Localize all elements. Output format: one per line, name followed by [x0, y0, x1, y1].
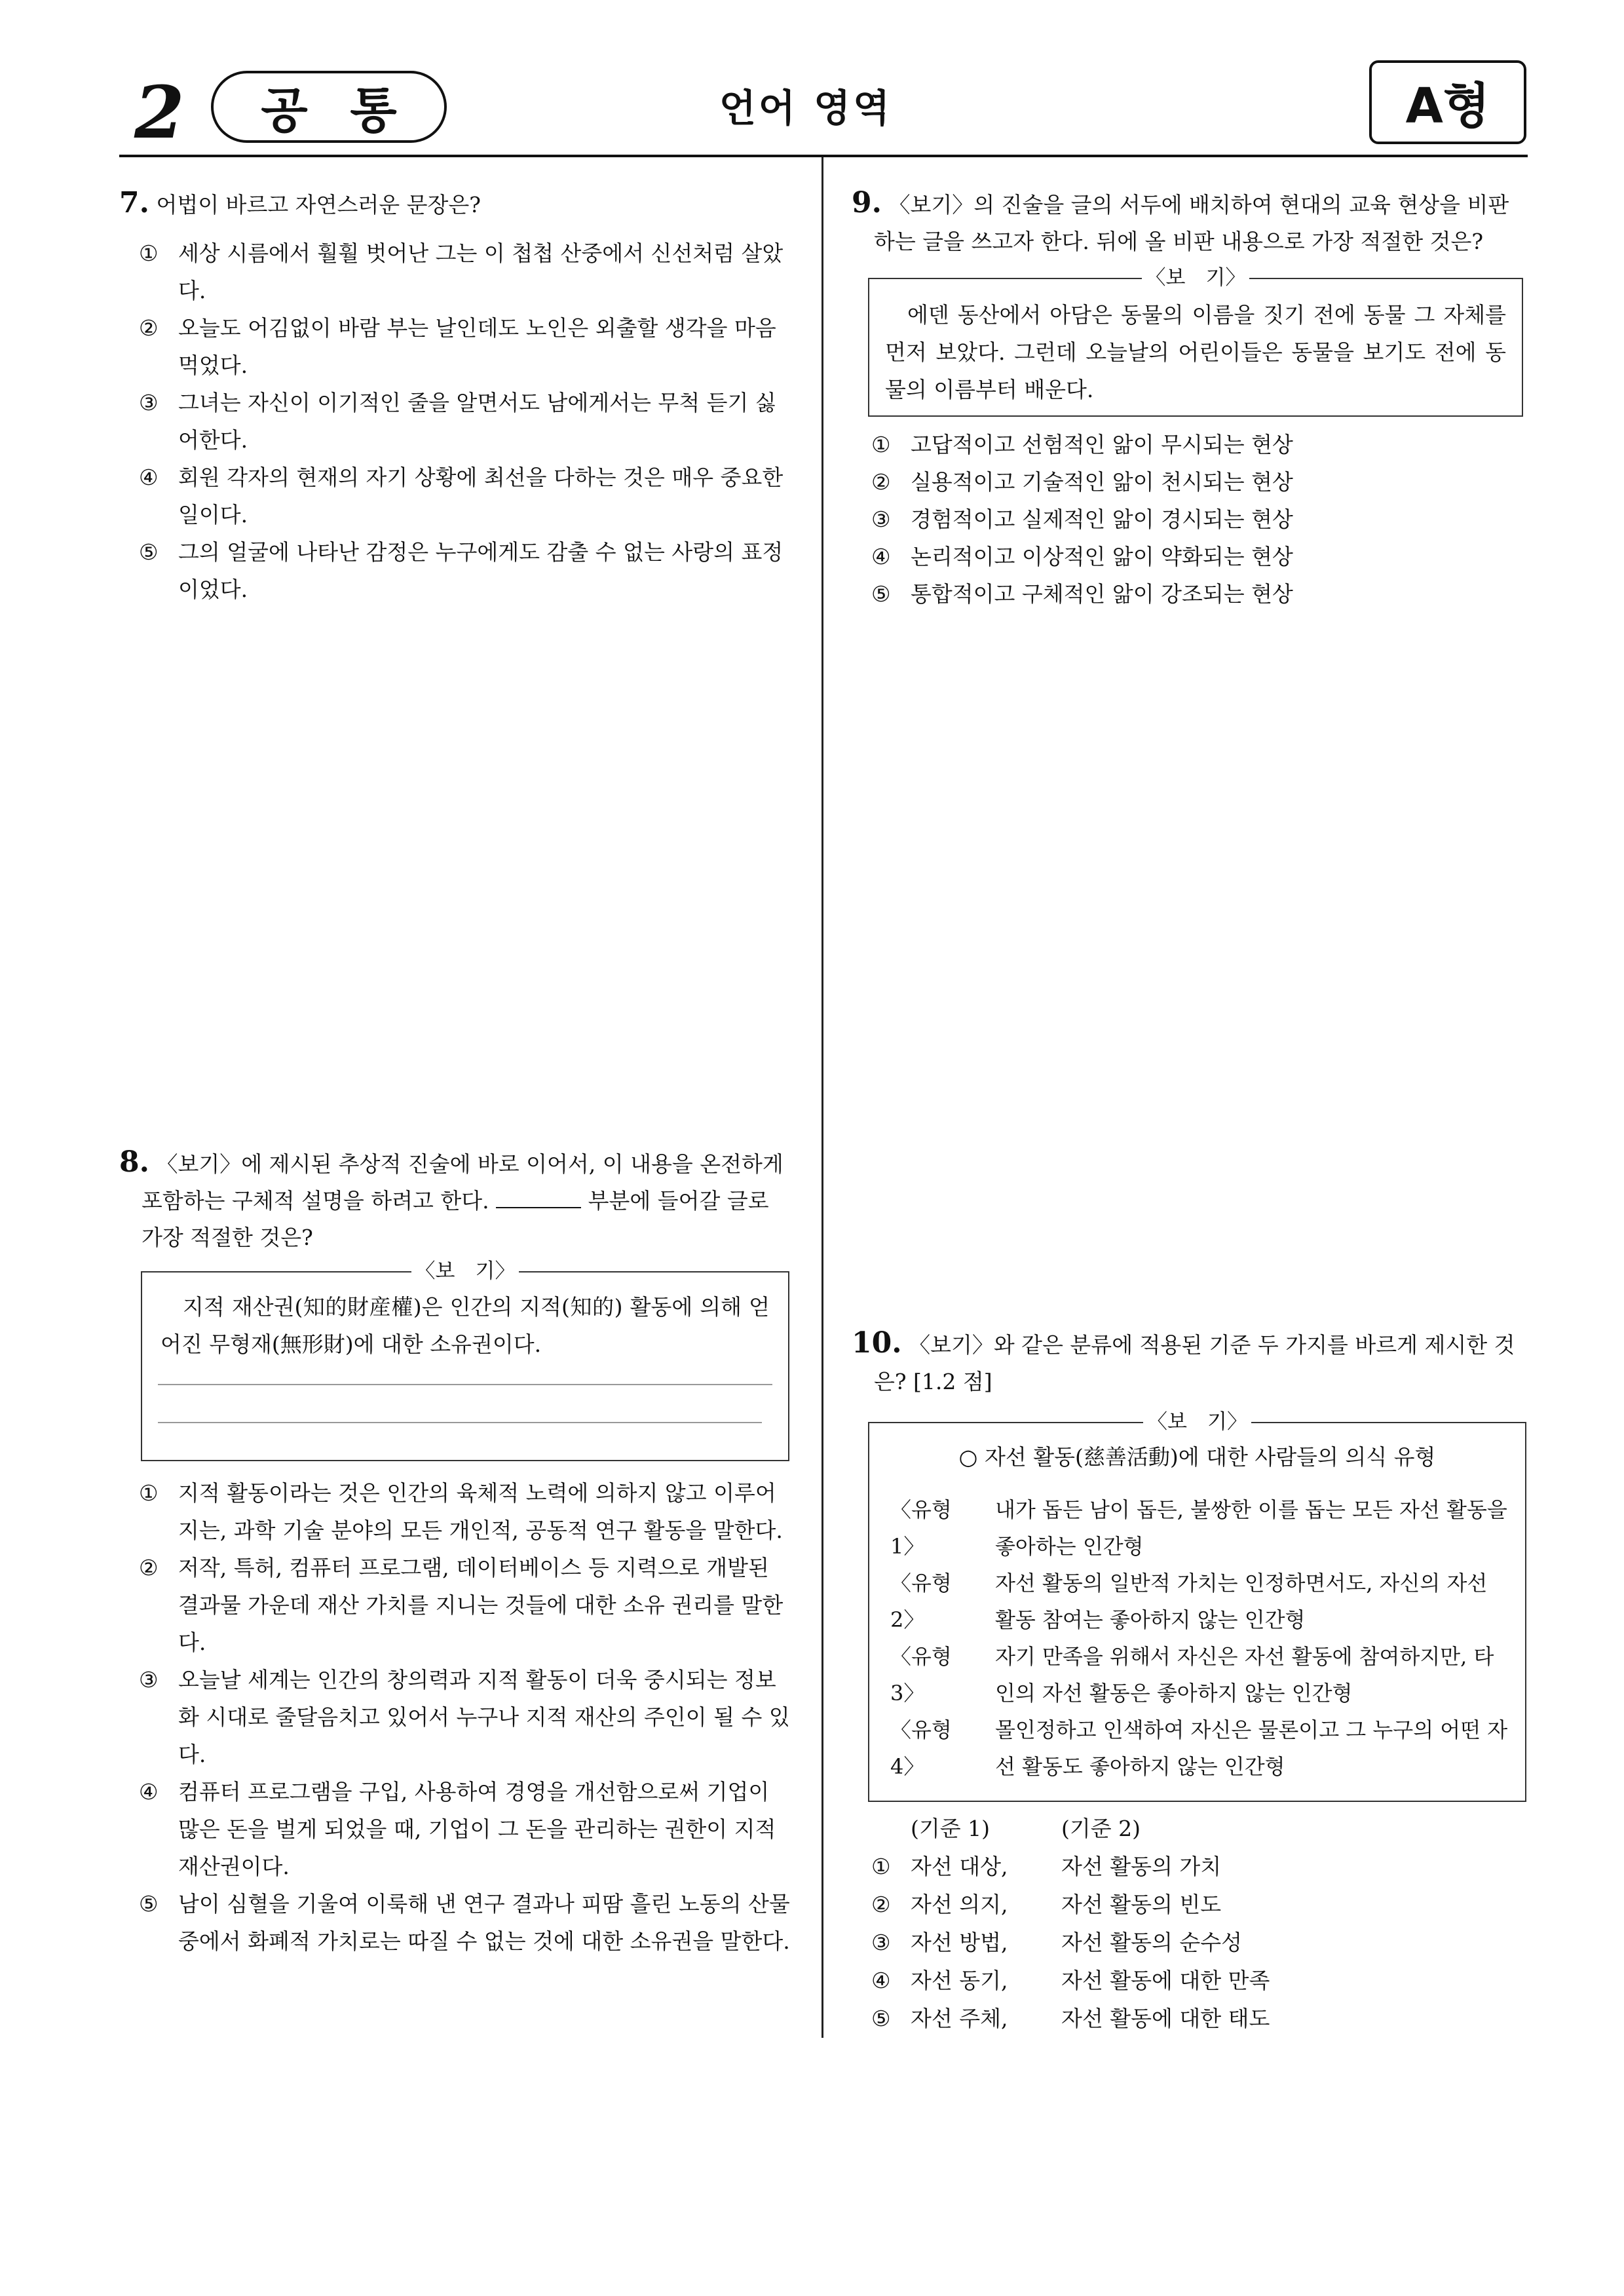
question-8 [119, 1144, 794, 1256]
option-marker: ① [871, 432, 891, 457]
q8-options [139, 1474, 794, 1960]
blank-line [158, 1384, 772, 1385]
option-text: 그녀는 자신이 이기적인 줄을 알면서도 남에게서는 무척 듣기 싫어한다. [178, 390, 776, 453]
option-text: 고답적이고 선험적인 앎이 무시되는 현상 [911, 432, 1293, 457]
option-text: 컴퓨터 프로그램을 구입, 사용하여 경영을 개선함으로써 기업이 많은 돈을 벌게 되었을 때, 기업이 그 돈을 관리하는 권한이 지적 재산권이다. [178, 1779, 776, 1879]
option-marker: ② [871, 469, 891, 495]
question-7 [119, 185, 801, 223]
option-2[interactable] [139, 309, 794, 384]
option-marker: ④ [871, 544, 891, 569]
section-label-left: 공 [261, 83, 308, 139]
answer-blank [496, 1187, 581, 1208]
bogi-title: 〈보 기〉 [1142, 266, 1250, 290]
question-number: 7. [119, 186, 149, 220]
type-text: 몰인정하고 인색하여 자신은 물론이고 그 누구의 어떤 자선 활동도 좋아하지 않는 인간형 [995, 1717, 1508, 1779]
option-3[interactable] [139, 1661, 794, 1773]
exam-type-box: A형 [1369, 60, 1526, 144]
option-3[interactable] [871, 1924, 1520, 1962]
option-5[interactable] [871, 575, 1520, 613]
option-text: 그의 얼굴에 나타난 감정은 누구에게도 감출 수 없는 사랑의 표정이었다. [178, 539, 784, 602]
option-text: 오늘도 어김없이 바람 부는 날인데도 노인은 외출할 생각을 마음먹었다. [178, 315, 776, 378]
type-item [890, 1638, 1511, 1712]
question-stem-tail: 부분에 들어갈 글로 가장 적절한 것은? [142, 1188, 769, 1250]
option-marker: ② [139, 315, 159, 341]
option-marker: ④ [139, 465, 159, 490]
option-text: 실용적이고 기술적인 앎이 천시되는 현상 [911, 469, 1293, 495]
option-marker: ③ [871, 1930, 891, 1955]
bogi-title: 〈보 기〉 [411, 1259, 519, 1283]
option-criterion-2: 자선 활동에 대한 만족 [1061, 1968, 1270, 1993]
option-marker: ⑤ [871, 2006, 891, 2031]
type-list [890, 1491, 1511, 1785]
option-marker: ① [139, 240, 159, 266]
q7-options [139, 235, 794, 608]
bogi-box [141, 1259, 789, 1461]
type-item [890, 1712, 1511, 1785]
option-1[interactable] [139, 1474, 794, 1549]
option-text: 통합적이고 구체적인 앎이 강조되는 현상 [911, 581, 1293, 607]
option-text: 경험적이고 실제적인 앎이 경시되는 현상 [911, 507, 1293, 532]
option-criterion-1: 자선 주체, [911, 2006, 1008, 2031]
option-3[interactable] [871, 501, 1520, 538]
option-criterion-1: 자선 의지, [911, 1892, 1008, 1917]
question-number: 8. [119, 1145, 149, 1179]
type-text: 자선 활동의 일반적 가치는 인정하면서도, 자신의 자선 활동 참여는 좋아하지 않는 인간형 [995, 1571, 1488, 1632]
section-badge [211, 71, 447, 143]
question-stem: 〈보기〉에 제시된 추상적 진술에 바로 이어서, 이 내용을 온전하게 포함하는 구체적 설명을 하려고 한다. [142, 1151, 784, 1214]
header-rule [119, 155, 1528, 157]
option-text: 논리적이고 이상적인 앎이 약화되는 현상 [911, 544, 1293, 569]
page-number: 2 [134, 70, 185, 155]
option-marker: ③ [139, 1667, 159, 1693]
option-criterion-1: 자선 동기, [911, 1968, 1008, 1993]
option-marker: ⑤ [871, 581, 891, 607]
question-10 [852, 1325, 1526, 1400]
option-2[interactable] [871, 1886, 1520, 1924]
option-text: 회원 각자의 현재의 자기 상황에 최선을 다하는 것은 매우 중요한 일이다. [178, 465, 784, 527]
type-text: 자기 만족을 위해서 자신은 자선 활동에 참여하지만, 타인의 자선 활동은 좋아하지 않는 인간형 [995, 1644, 1494, 1706]
criteria-header-1: (기준 1) [911, 1816, 990, 1841]
type-label: 〈유형 3〉 [890, 1644, 973, 1706]
type-label: 〈유형 2〉 [890, 1571, 973, 1632]
option-5[interactable] [139, 1885, 794, 1960]
option-text: 오늘날 세계는 인간의 창의력과 지적 활동이 더욱 중시되는 정보화 시대로 줄달음치고 있어서 누구나 지적 재산의 주인이 될 수 있다. [178, 1667, 790, 1767]
option-marker: ⑤ [139, 1891, 159, 1917]
option-marker: ④ [871, 1968, 891, 1993]
option-1[interactable] [871, 426, 1520, 463]
subject-title: 언어 영역 [719, 86, 893, 130]
option-3[interactable] [139, 384, 794, 459]
option-marker: ① [871, 1854, 891, 1879]
question-9 [852, 185, 1526, 260]
criteria-header [871, 1810, 1520, 1848]
bogi-title: 〈보 기〉 [1143, 1410, 1251, 1434]
q9-options [871, 426, 1520, 613]
option-criterion-2: 자선 활동의 가치 [1061, 1854, 1222, 1879]
type-item [890, 1565, 1511, 1638]
option-marker: ④ [139, 1779, 159, 1805]
option-2[interactable] [139, 1549, 794, 1661]
option-4[interactable] [139, 459, 794, 533]
question-stem: 〈보기〉와 같은 분류에 적용된 기준 두 가지를 바르게 제시한 것은? [1.2 점] [874, 1332, 1515, 1394]
type-label: 〈유형 1〉 [890, 1497, 973, 1559]
option-4[interactable] [139, 1773, 794, 1885]
option-marker: ⑤ [139, 539, 159, 565]
bogi-text: 에덴 동산에서 아담은 동물의 이름을 짓기 전에 동물 그 자체를 먼저 보았다. 그런데 오늘날의 어린이들은 동물을 보기도 전에 동물의 이름부터 배운다. [885, 302, 1506, 402]
blank-line [158, 1422, 762, 1423]
bogi-box [868, 266, 1523, 417]
option-criterion-2: 자선 활동에 대한 태도 [1061, 2006, 1270, 2031]
question-stem: 어법이 바르고 자연스러운 문장은? [156, 192, 481, 218]
bogi-text: 지적 재산권(知的財産權)은 인간의 지적(知的) 활동에 의해 얻어진 무형재(無形財)에 대한 소유권이다. [161, 1294, 770, 1357]
option-criterion-1: 자선 대상, [911, 1854, 1008, 1879]
q10-options [871, 1810, 1520, 2038]
option-marker: ② [139, 1555, 159, 1580]
option-marker: ③ [871, 507, 891, 532]
question-stem: 〈보기〉의 진술을 글의 서두에 배치하여 현대의 교육 현상을 비판하는 글을 쓰고자 한다. 뒤에 올 비판 내용으로 가장 적절한 것은? [874, 192, 1509, 254]
type-item [890, 1491, 1511, 1565]
option-marker: ① [139, 1480, 159, 1506]
option-criterion-2: 자선 활동의 순수성 [1061, 1930, 1243, 1955]
option-text: 저작, 특허, 컴퓨터 프로그램, 데이터베이스 등 지력으로 개발된 결과물 가운데 재산 가치를 지니는 것들에 대한 소유 권리를 말한다. [178, 1555, 784, 1655]
option-marker: ③ [139, 390, 159, 415]
option-text: 세상 시름에서 훨훨 벗어난 그는 이 첩첩 산중에서 신선처럼 살았다. [178, 240, 784, 303]
option-marker: ② [871, 1892, 891, 1917]
section-label-right: 통 [350, 83, 397, 139]
option-text: 지적 활동이라는 것은 인간의 육체적 노력에 의하지 않고 이루어지는, 과학 기술 분야의 모든 개인적, 공동적 연구 활동을 말한다. [178, 1480, 783, 1543]
option-criterion-1: 자선 방법, [911, 1930, 1008, 1955]
type-text: 내가 돕든 남이 돕든, 불쌍한 이를 돕는 모든 자선 활동을 좋아하는 인간형 [995, 1497, 1507, 1559]
column-divider [821, 157, 823, 2038]
question-number: 9. [852, 186, 882, 220]
type-label: 〈유형 4〉 [890, 1717, 973, 1779]
bogi-box [868, 1410, 1526, 1802]
option-5[interactable] [871, 2000, 1520, 2038]
option-2[interactable] [871, 463, 1520, 501]
option-1[interactable] [871, 1848, 1520, 1886]
option-4[interactable] [871, 1962, 1520, 2000]
criteria-header-2: (기준 2) [1061, 1816, 1141, 1841]
option-4[interactable] [871, 538, 1520, 575]
bogi-heading: ○ 자선 활동(慈善活動)에 대한 사람들의 의식 유형 [958, 1444, 1436, 1470]
option-1[interactable] [139, 235, 794, 309]
option-text: 남이 심혈을 기울여 이룩해 낸 연구 결과나 피땀 흘린 노동의 산물 중에서 화폐적 가치로는 따질 수 없는 것에 대한 소유권을 말한다. [178, 1891, 790, 1954]
option-5[interactable] [139, 533, 794, 608]
option-criterion-2: 자선 활동의 빈도 [1061, 1892, 1222, 1917]
question-number: 10. [852, 1326, 902, 1360]
